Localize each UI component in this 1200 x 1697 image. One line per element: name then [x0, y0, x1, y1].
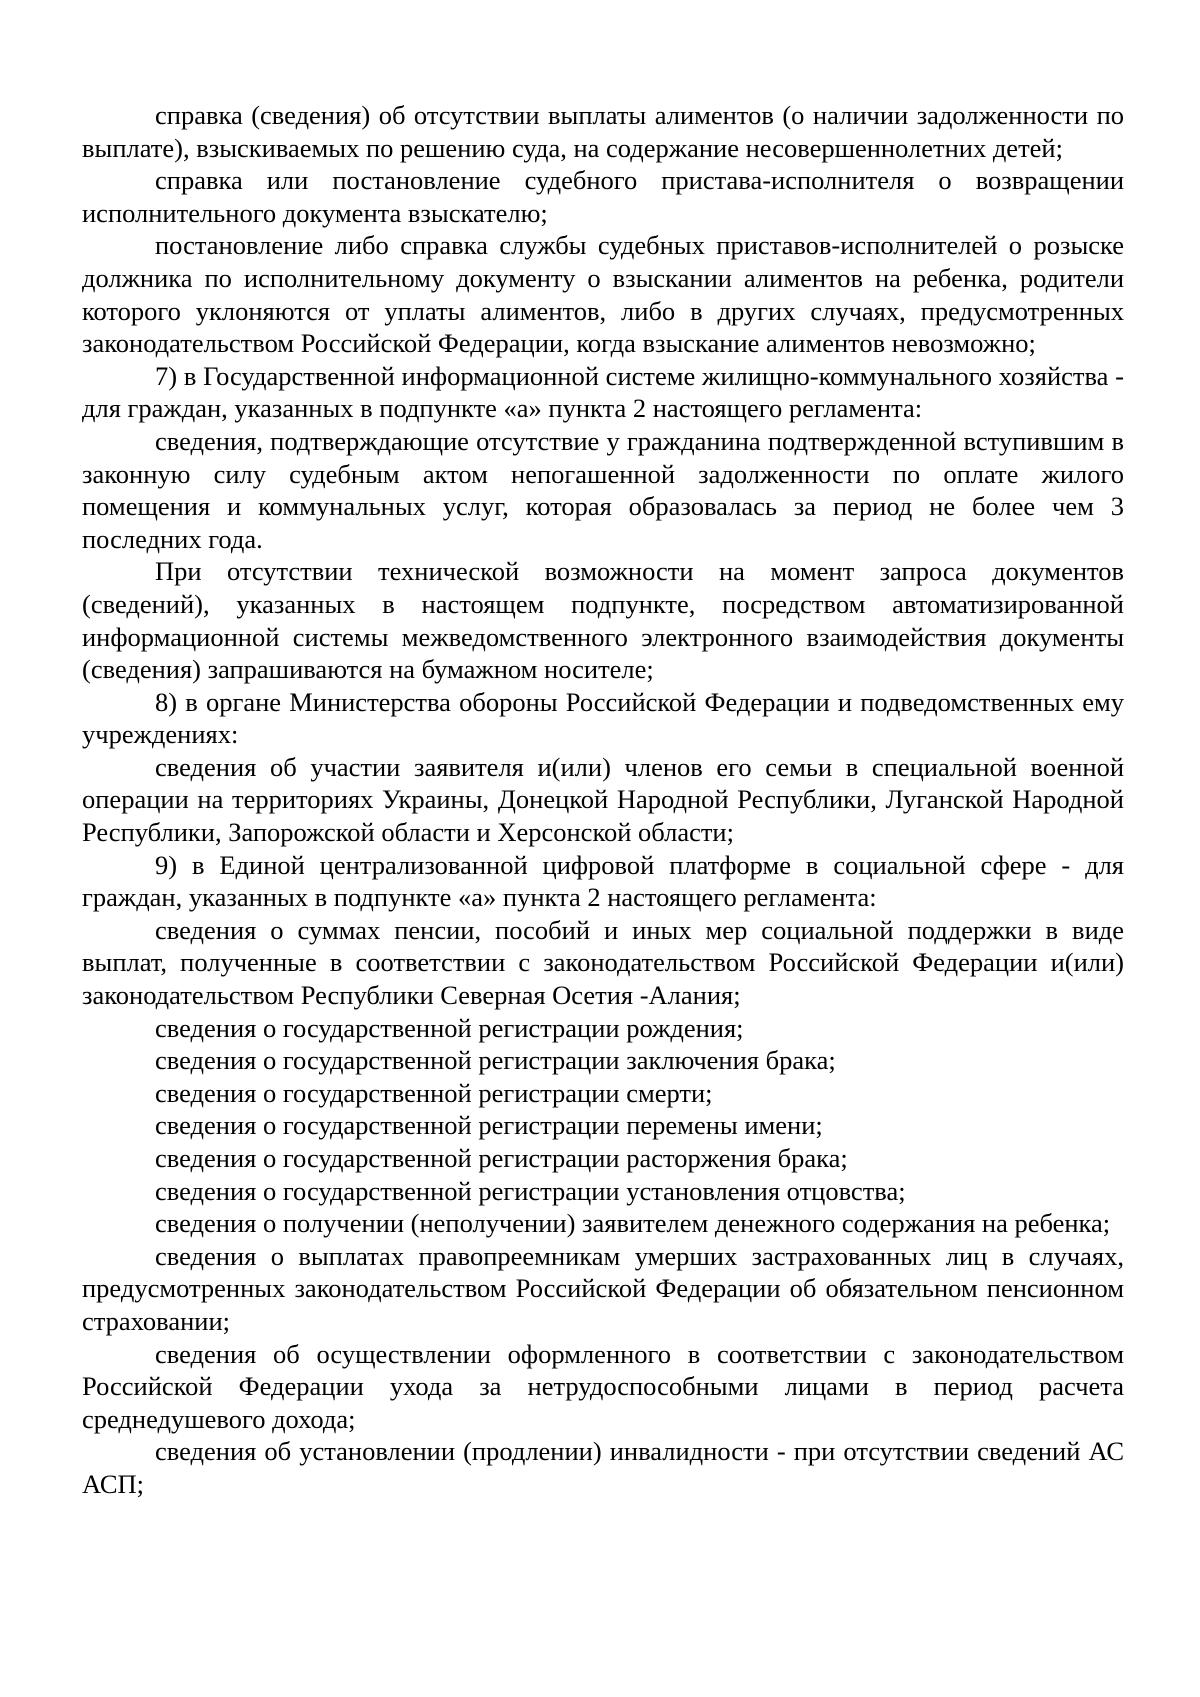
paragraph-item-7: 7) в Государственной информационной системе жилищно-коммунального хозяйства - для граждан, указанных в подпункте «а» пункта 2 настоящего регламента: — [82, 360, 1124, 424]
paragraph-death-registration: сведения о государственной регистрации смерти; — [155, 1077, 713, 1108]
paragraph-birth-registration: сведения о государственной регистрации рождения; — [155, 1012, 744, 1043]
paragraph-item-8: 8) в органе Министерства обороны Российской Федерации и подведомственных ему учреждениях: — [82, 686, 1124, 750]
paragraph-pension-sums: сведения о суммах пенсии, пособий и иных мер социальной поддержки в виде выплат, полученные в соответствии с законодательством Российской Федерации и(или) законодательством Республики Северная Осетия -Алания; — [82, 914, 1124, 1011]
paragraph-bailiff-return: справка или постановление судебного пристава-исполнителя о возвращении исполнительного документа взыскателю; — [82, 165, 1124, 228]
paragraph-disability-status: сведения об установлении (продлении) инвалидности - при отсутствии сведений АС АСП; — [82, 1436, 1124, 1499]
paragraph-alimony-certificate: справка (сведения) об отсутствии выплаты алиментов (о наличии задолженности по выплате), взыскиваемых по решению суда, на содержание несовершеннолетних детей; — [82, 100, 1124, 163]
paragraph-military-operation: сведения об участии заявителя и(или) членов его семьи в специальной военной операции на территориях Украины, Донецкой Народной Республики, Луганской Народной Республики, Запорожской области и Херсонской области; — [82, 751, 1124, 848]
paragraph-disabled-care: сведения об осуществлении оформленного в соответствии с законодательством Российской Федерации ухода за нетрудоспособными лицами в период расчета среднедушевого дохода; — [82, 1338, 1124, 1434]
paragraph-housing-debt: сведения, подтверждающие отсутствие у гражданина подтвержденной вступившим в законную силу судебным актом непогашенной задолженности по оплате жилого помещения и коммунальных услуг, которая образовалась за период не более чем 3 последних года. — [82, 425, 1124, 554]
paragraph-paternity-registration: сведения о государственной регистрации установления отцовства; — [155, 1175, 906, 1206]
paragraph-name-change-registration: сведения о государственной регистрации перемены имени; — [155, 1110, 823, 1141]
paragraph-child-support: сведения о получении (неполучении) заявителем денежного содержания на ребенка; — [155, 1208, 1111, 1239]
paragraph-marriage-registration: сведения о государственной регистрации заключения брака; — [155, 1045, 836, 1076]
paragraph-item-9: 9) в Единой централизованной цифровой платформе в социальной сфере - для граждан, указанных в подпункте «а» пункта 2 настоящего регламента: — [82, 849, 1124, 913]
paragraph-paper-request: При отсутствии технической возможности на момент запроса документов (сведений), указанных в настоящем подпункте, посредством автоматизированной информационной системы межведомственного электронного взаимодействия документы (сведения) запрашиваются на бумажном носителе; — [82, 556, 1124, 685]
paragraph-successor-payments: сведения о выплатах правопреемникам умерших застрахованных лиц в случаях, предусмотренных законодательством Российской Федерации об обязательном пенсионном страховании; — [82, 1240, 1124, 1336]
paragraph-divorce-registration: сведения о государственной регистрации расторжения брака; — [155, 1143, 848, 1173]
document-body — [82, 99, 1124, 1501]
paragraph-debtor-search: постановление либо справка службы судебных приставов-исполнителей о розыске должника по исполнительному документу о взыскании алиментов на ребенка, родители которого уклоняются от уплаты алиментов, либо в других случаях, предусмотренных законодательством Российской Федерации, когда взыскание алиментов невозможно; — [82, 230, 1124, 359]
